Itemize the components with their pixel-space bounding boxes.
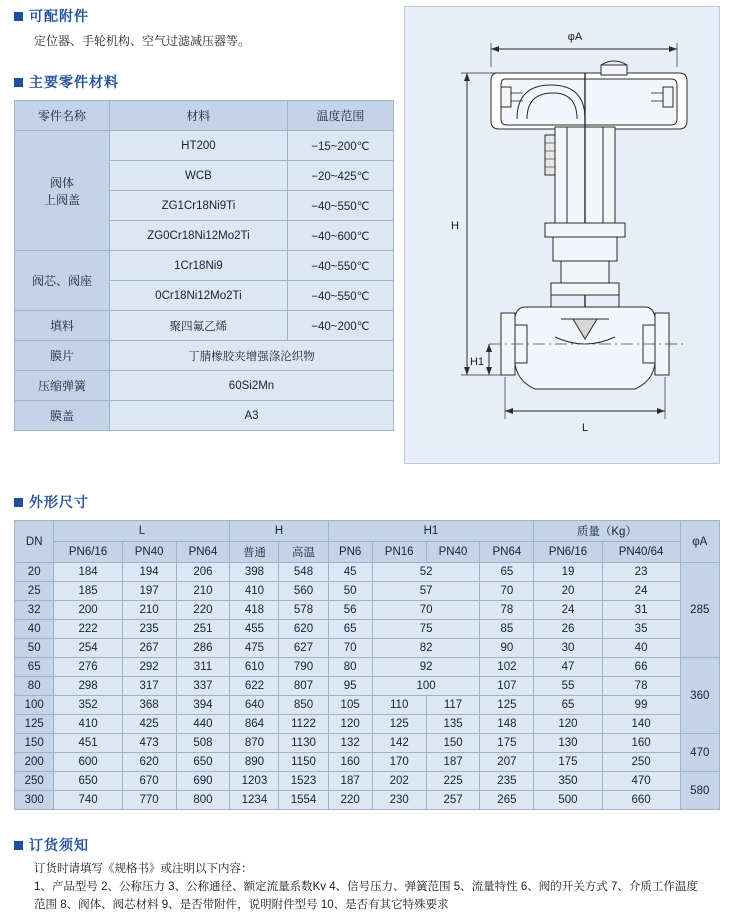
cell-weight: 660 [602, 791, 680, 810]
cell-L: 425 [122, 715, 176, 734]
cell-dn: 150 [15, 734, 54, 753]
material-name: 聚四氟乙烯 [110, 311, 288, 341]
cell-L: 473 [122, 734, 176, 753]
valve-drawing-panel [404, 6, 720, 464]
cell-H: 627 [279, 639, 328, 658]
order-line-2: 1、产品型号 2、公称压力 3、公称通径、额定流量系数Kv 4、信号压力、弹簧范围 5、流量特性 6、阀的开关方式 7、介质工作温度 [34, 880, 698, 893]
subcol-L: PN6/16 [54, 542, 122, 563]
section-accessories [14, 6, 394, 49]
cell-H1: 175 [480, 734, 534, 753]
cell-H1: 45 [328, 563, 372, 582]
cell-H: 548 [279, 563, 328, 582]
cell-weight: 47 [534, 658, 602, 677]
cell-weight: 78 [602, 677, 680, 696]
cell-H1: 230 [372, 791, 426, 810]
cell-weight: 26 [534, 620, 602, 639]
cell-H1: 187 [328, 772, 372, 791]
section-title: 外形尺寸 [29, 494, 89, 510]
material-name: 丁腈橡胶夹增强涤沦织物 [110, 341, 394, 371]
cell-H1: 70 [372, 601, 480, 620]
cell-L: 197 [122, 582, 176, 601]
cell-weight: 66 [602, 658, 680, 677]
cell-weight: 175 [534, 753, 602, 772]
table-subheader-row [15, 542, 720, 563]
order-line-3: 范围 8、阀体、阀芯材料 9、是否带附件，说明附件型号 10、是否有其它特殊要求 [34, 898, 449, 911]
cell-L: 267 [122, 639, 176, 658]
cell-dn: 200 [15, 753, 54, 772]
table-row [15, 677, 720, 696]
cell-weight: 24 [602, 582, 680, 601]
cell-weight: 35 [602, 620, 680, 639]
cell-weight: 55 [534, 677, 602, 696]
material-name: 0Cr18Ni12Mo2Ti [110, 281, 288, 311]
cell-H: 1122 [279, 715, 328, 734]
material-part-name: 膜片 [15, 341, 110, 371]
cell-L: 620 [122, 753, 176, 772]
table-row [15, 620, 720, 639]
table-row [15, 791, 720, 810]
col-H1: H1 [328, 521, 534, 542]
order-line-1: 订货时请填写《规格书》或注明以下内容： [34, 863, 253, 875]
cell-H1: 95 [328, 677, 372, 696]
cell-H1: 92 [372, 658, 480, 677]
cell-L: 770 [122, 791, 176, 810]
cell-L: 800 [176, 791, 230, 810]
cell-H1: 257 [426, 791, 480, 810]
cell-H1: 90 [480, 639, 534, 658]
cell-H1: 135 [426, 715, 480, 734]
section-heading-materials [14, 72, 394, 92]
table-row [15, 131, 394, 161]
subcol-L: PN40 [122, 542, 176, 563]
materials-table [14, 100, 394, 431]
cell-L: 200 [54, 601, 122, 620]
square-bullet-icon [14, 841, 23, 850]
cell-H1: 80 [328, 658, 372, 677]
cell-H: 1150 [279, 753, 328, 772]
subcol-H: 普通 [230, 542, 279, 563]
cell-H1: 110 [372, 696, 426, 715]
material-name: ZG1Cr18Ni9Ti [110, 191, 288, 221]
cell-phiA: 470 [680, 734, 719, 772]
cell-H1: 70 [480, 582, 534, 601]
table-row [15, 251, 394, 281]
cell-H: 610 [230, 658, 279, 677]
figure-label-H: H [451, 220, 459, 232]
cell-dn: 40 [15, 620, 54, 639]
subcol-H1: PN16 [372, 542, 426, 563]
cell-dn: 100 [15, 696, 54, 715]
table-row [15, 401, 394, 431]
cell-weight: 500 [534, 791, 602, 810]
cell-L: 254 [54, 639, 122, 658]
cell-weight: 23 [602, 563, 680, 582]
cell-L: 451 [54, 734, 122, 753]
accessories-text: 定位器、手轮机构、空气过滤减压器等。 [34, 34, 251, 48]
cell-H1: 150 [426, 734, 480, 753]
cell-dn: 65 [15, 658, 54, 677]
cell-L: 508 [176, 734, 230, 753]
cell-phiA: 285 [680, 563, 719, 658]
section-materials [14, 72, 394, 431]
cell-H1: 170 [372, 753, 426, 772]
cell-H: 870 [230, 734, 279, 753]
material-part-name: 膜盖 [15, 401, 110, 431]
col-weight: 质量（Kg） [534, 521, 680, 542]
col-H: H [230, 521, 328, 542]
cell-weight: 30 [534, 639, 602, 658]
cell-H1: 160 [328, 753, 372, 772]
material-name: 60Si2Mn [110, 371, 394, 401]
material-temp-range: −40~550℃ [287, 191, 393, 221]
section-order-notice [14, 835, 720, 914]
dimensions-table-body [15, 563, 720, 810]
table-row [15, 772, 720, 791]
subcol-weight: PN40/64 [602, 542, 680, 563]
table-header-row [15, 101, 394, 131]
material-part-name: 阀芯、阀座 [15, 251, 110, 311]
subcol-weight: PN6/16 [534, 542, 602, 563]
cell-H1: 142 [372, 734, 426, 753]
col-material: 材料 [110, 101, 288, 131]
table-row [15, 658, 720, 677]
cell-dn: 250 [15, 772, 54, 791]
cell-H1: 265 [480, 791, 534, 810]
material-temp-range: −40~550℃ [287, 251, 393, 281]
cell-L: 650 [54, 772, 122, 791]
cell-L: 206 [176, 563, 230, 582]
section-heading-order [14, 835, 720, 855]
material-temp-range: −40~550℃ [287, 281, 393, 311]
material-temp-range: −15~200℃ [287, 131, 393, 161]
cell-L: 194 [122, 563, 176, 582]
col-temp-range: 温度范围 [287, 101, 393, 131]
cell-H1: 107 [480, 677, 534, 696]
cell-L: 276 [54, 658, 122, 677]
section-heading-accessories [14, 6, 394, 26]
cell-weight: 130 [534, 734, 602, 753]
cell-H: 475 [230, 639, 279, 658]
cell-dn: 125 [15, 715, 54, 734]
cell-H1: 220 [328, 791, 372, 810]
cell-weight: 20 [534, 582, 602, 601]
table-row [15, 696, 720, 715]
square-bullet-icon [14, 498, 23, 507]
col-dn: DN [15, 521, 54, 563]
cell-L: 185 [54, 582, 122, 601]
figure-label-phiA: φA [567, 31, 583, 43]
cell-weight: 99 [602, 696, 680, 715]
section-title: 订货须知 [29, 837, 89, 853]
cell-H1: 65 [328, 620, 372, 639]
cell-L: 220 [176, 601, 230, 620]
figure-label-H1: H1 [469, 356, 485, 368]
cell-L: 298 [54, 677, 122, 696]
cell-weight: 140 [602, 715, 680, 734]
subcol-H1: PN6 [328, 542, 372, 563]
cell-weight: 470 [602, 772, 680, 791]
cell-H1: 57 [372, 582, 480, 601]
material-name: A3 [110, 401, 394, 431]
square-bullet-icon [14, 78, 23, 87]
cell-weight: 350 [534, 772, 602, 791]
material-temp-range: −40~200℃ [287, 311, 393, 341]
section-title: 主要零件材料 [29, 74, 119, 90]
cell-L: 740 [54, 791, 122, 810]
cell-dn: 32 [15, 601, 54, 620]
cell-H: 864 [230, 715, 279, 734]
cell-L: 337 [176, 677, 230, 696]
section-title: 可配附件 [29, 8, 89, 24]
cell-dn: 50 [15, 639, 54, 658]
cell-H1: 148 [480, 715, 534, 734]
table-row [15, 311, 394, 341]
cell-weight: 40 [602, 639, 680, 658]
cell-H: 1554 [279, 791, 328, 810]
cell-L: 210 [122, 601, 176, 620]
cell-L: 368 [122, 696, 176, 715]
cell-L: 286 [176, 639, 230, 658]
section-dimensions [14, 492, 720, 810]
cell-H: 807 [279, 677, 328, 696]
cell-dn: 25 [15, 582, 54, 601]
cell-H1: 85 [480, 620, 534, 639]
dimensions-table [14, 520, 720, 810]
cell-H1: 125 [480, 696, 534, 715]
subcol-H1: PN64 [480, 542, 534, 563]
cell-L: 690 [176, 772, 230, 791]
cell-H1: 100 [372, 677, 480, 696]
cell-H: 1130 [279, 734, 328, 753]
cell-H1: 187 [426, 753, 480, 772]
cell-dn: 20 [15, 563, 54, 582]
material-temp-range: −20~425℃ [287, 161, 393, 191]
material-part-name: 压缩弹簧 [15, 371, 110, 401]
cell-H1: 50 [328, 582, 372, 601]
dimensions-table-head [15, 521, 720, 563]
cell-L: 251 [176, 620, 230, 639]
cell-H1: 65 [480, 563, 534, 582]
cell-L: 600 [54, 753, 122, 772]
material-temp-range: −40~600℃ [287, 221, 393, 251]
cell-H: 398 [230, 563, 279, 582]
col-part-name: 零件名称 [15, 101, 110, 131]
cell-H1: 132 [328, 734, 372, 753]
cell-L: 352 [54, 696, 122, 715]
cell-H1: 75 [372, 620, 480, 639]
cell-H1: 105 [328, 696, 372, 715]
cell-L: 292 [122, 658, 176, 677]
subcol-H: 高温 [279, 542, 328, 563]
cell-L: 410 [54, 715, 122, 734]
cell-L: 317 [122, 677, 176, 696]
material-name: ZG0Cr18Ni12Mo2Ti [110, 221, 288, 251]
cell-L: 394 [176, 696, 230, 715]
cell-H1: 78 [480, 601, 534, 620]
cell-H1: 52 [372, 563, 480, 582]
cell-H: 578 [279, 601, 328, 620]
cell-weight: 160 [602, 734, 680, 753]
table-row [15, 734, 720, 753]
cell-H1: 102 [480, 658, 534, 677]
table-row [15, 639, 720, 658]
cell-L: 650 [176, 753, 230, 772]
material-name: HT200 [110, 131, 288, 161]
cell-weight: 19 [534, 563, 602, 582]
cell-L: 210 [176, 582, 230, 601]
cell-weight: 24 [534, 601, 602, 620]
cell-H: 1203 [230, 772, 279, 791]
cell-H1: 82 [372, 639, 480, 658]
table-row [15, 563, 720, 582]
materials-table-body [15, 131, 394, 431]
cell-H: 640 [230, 696, 279, 715]
order-notice-body [34, 861, 720, 914]
table-header-row [15, 521, 720, 542]
cell-L: 670 [122, 772, 176, 791]
cell-H: 890 [230, 753, 279, 772]
table-row [15, 753, 720, 772]
square-bullet-icon [14, 12, 23, 21]
subcol-L: PN64 [176, 542, 230, 563]
cell-H: 1523 [279, 772, 328, 791]
cell-H: 620 [279, 620, 328, 639]
cell-H1: 120 [328, 715, 372, 734]
cell-H1: 125 [372, 715, 426, 734]
cell-H1: 235 [480, 772, 534, 791]
cell-weight: 65 [534, 696, 602, 715]
subcol-H1: PN40 [426, 542, 480, 563]
cell-H1: 56 [328, 601, 372, 620]
table-row [15, 582, 720, 601]
cell-H: 850 [279, 696, 328, 715]
cell-H: 1234 [230, 791, 279, 810]
material-name: WCB [110, 161, 288, 191]
cell-weight: 120 [534, 715, 602, 734]
col-phiA: φA [680, 521, 719, 563]
cell-L: 440 [176, 715, 230, 734]
cell-H1: 207 [480, 753, 534, 772]
cell-H: 455 [230, 620, 279, 639]
col-L: L [54, 521, 230, 542]
cell-H1: 117 [426, 696, 480, 715]
cell-H: 790 [279, 658, 328, 677]
section-heading-dimensions [14, 492, 720, 512]
cell-L: 311 [176, 658, 230, 677]
cell-phiA: 580 [680, 772, 719, 810]
cell-H: 622 [230, 677, 279, 696]
table-row [15, 371, 394, 401]
cell-H: 418 [230, 601, 279, 620]
material-part-name: 填料 [15, 311, 110, 341]
material-part-name: 阀体 上阀盖 [15, 131, 110, 251]
cell-H: 410 [230, 582, 279, 601]
cell-H1: 202 [372, 772, 426, 791]
cell-weight: 250 [602, 753, 680, 772]
material-name: 1Cr18Ni9 [110, 251, 288, 281]
table-row [15, 341, 394, 371]
cell-dn: 300 [15, 791, 54, 810]
cell-phiA: 360 [680, 658, 719, 734]
cell-L: 222 [54, 620, 122, 639]
cell-weight: 31 [602, 601, 680, 620]
table-row [15, 715, 720, 734]
figure-label-L: L [581, 422, 589, 434]
cell-L: 184 [54, 563, 122, 582]
cell-H: 560 [279, 582, 328, 601]
valve-technical-drawing [405, 7, 719, 463]
table-row [15, 601, 720, 620]
cell-H1: 225 [426, 772, 480, 791]
cell-dn: 80 [15, 677, 54, 696]
cell-H1: 70 [328, 639, 372, 658]
cell-L: 235 [122, 620, 176, 639]
